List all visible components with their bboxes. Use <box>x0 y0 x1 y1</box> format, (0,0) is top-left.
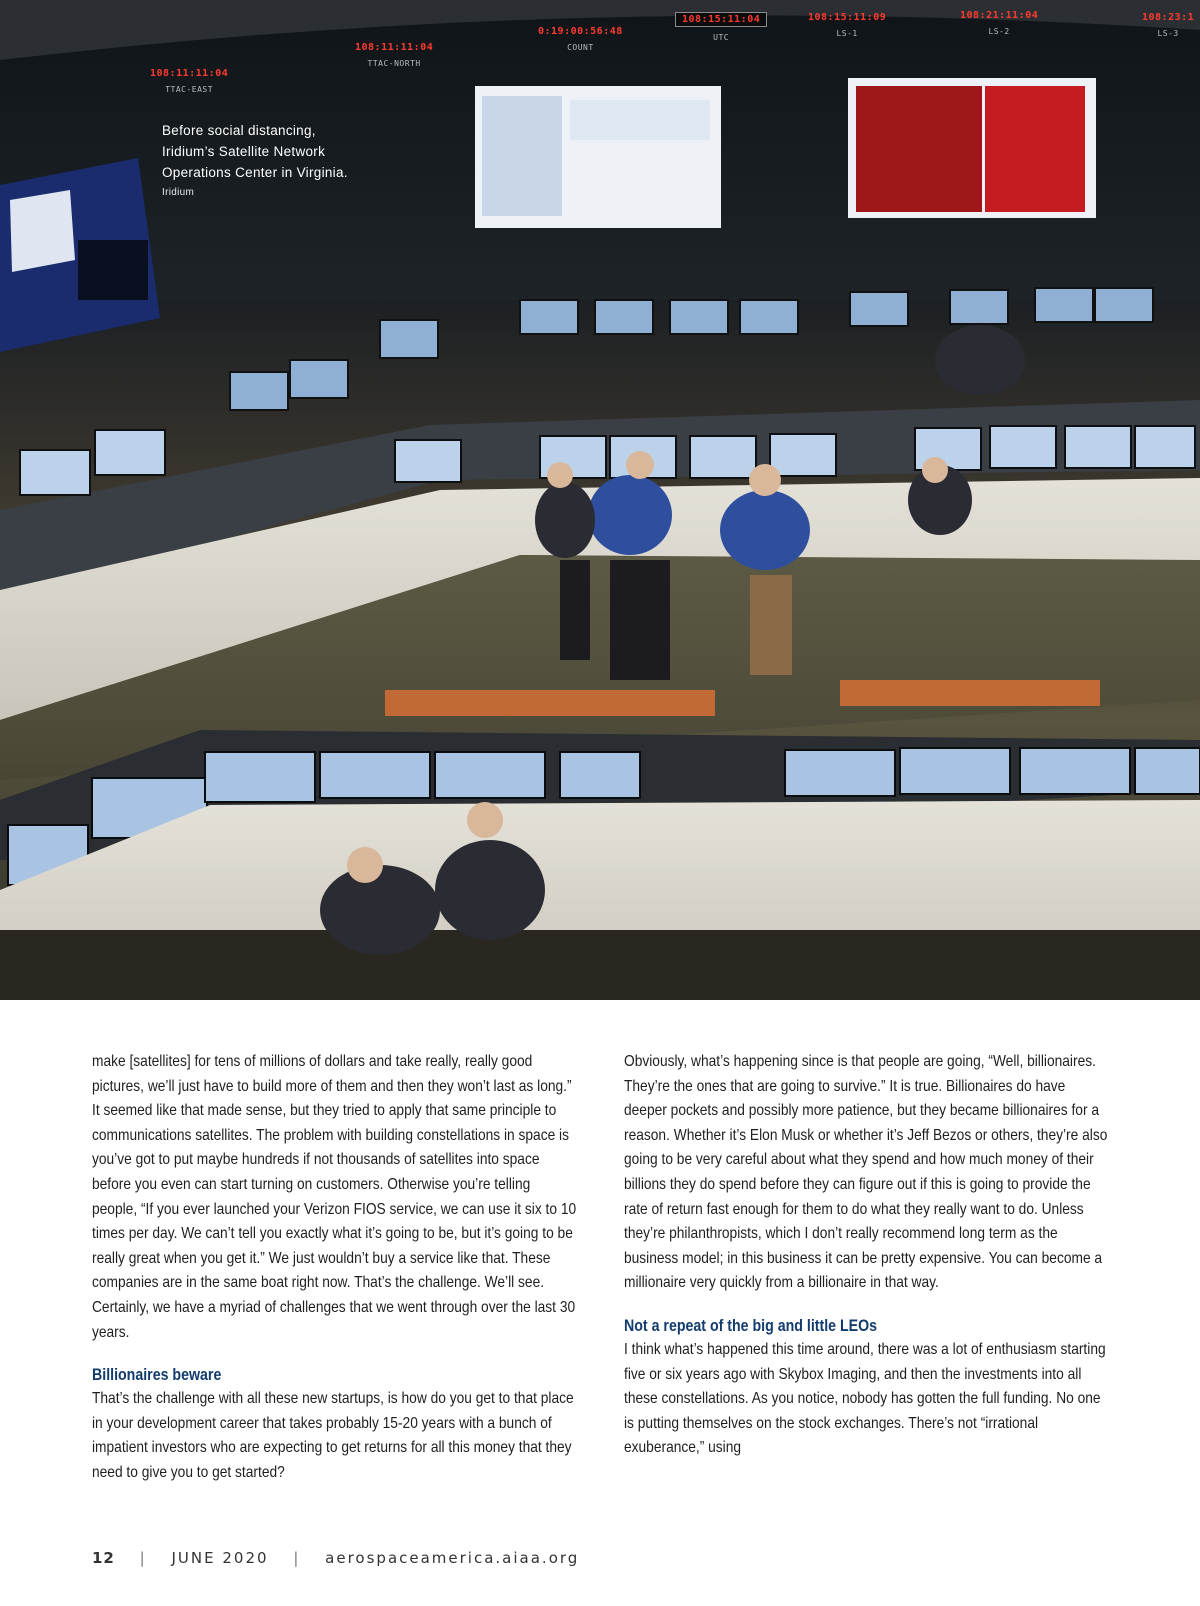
section-heading-billionaires-beware: Billionaires beware <box>92 1366 222 1385</box>
clock-label: TTAC-NORTH <box>367 59 421 68</box>
clock-value: 0:19:00:56:48 <box>538 26 623 37</box>
clock-label: LS-3 <box>1157 29 1179 38</box>
caption-text: Before social distancing, Iridium’s Satellite Network Operations Center in Virginia. <box>162 123 348 180</box>
website-link[interactable]: aerospaceamerica.aiaa.org <box>325 1549 580 1567</box>
body-paragraph: make [satellites] for tens of millions of dollars and take really, really good pictures, we’ll just have to build more of them and then they won’t last as long.” It seemed like that made sense, but they tried to apply that same principle to communications satellites. The problem with building constellations in space is you’ve got to put maybe hundreds if not thousands of satellites into space before you even can start turning on customers. Otherwise you’re telling people, “If you ever launched your Verizon FIOS service, we can use it six to 10 times per day. We can’t tell you exactly what it’s going to be, but it’s going to be really great when you get it.” We just wouldn’t buy a service like that. These companies are in the same boat right now. That’s the challenge. We’ll see. Certainly, we have a myriad of challenges that we went through over the last 30 years. <box>92 1053 577 1341</box>
footer-separator: | <box>293 1549 301 1567</box>
wall-display-center <box>475 86 721 228</box>
page-number: 12 <box>92 1549 115 1567</box>
page-footer <box>92 1549 579 1567</box>
body-paragraph: That’s the challenge with all these new startups, is how do you get to that place in your development career that takes probably 15-20 years with a bunch of impatient investors who are expecting to get returns for all this money that they need to give you to get started? <box>92 1390 574 1481</box>
clock-value: 108:23:1 <box>1142 12 1195 23</box>
wall-display-right <box>848 78 1096 218</box>
body-paragraph: Obviously, what’s happening since is that people are going, “Well, billionaires. They’re the ones that are going to survive.” It is true. Billionaires do have deeper pockets and possibly more patience, but they became billionaires for a reason. Whether it’s Elon Musk or whether it’s Jeff Bezos or others, they’re also going to be very careful about what they spend and how much money of their billions they do spend before they can figure out if this is going to provide the rate of return fast enough for them to do what they really want to do. Unless they’re philanthropists, which I don’t really recommend long term as the business model; in this business it can be pretty expensive. You can become a millionaire very quickly from a billionaire in that way. <box>624 1053 1108 1292</box>
clock-ttac-north <box>355 42 433 68</box>
clock-label: COUNT <box>567 43 594 52</box>
photo-caption <box>162 120 362 203</box>
clock-label: UTC <box>713 33 730 42</box>
section-heading-not-a-repeat: Not a repeat of the big and little LEOs <box>624 1316 878 1335</box>
article-column-right <box>624 1050 1164 1461</box>
clock-label: LS-2 <box>988 27 1010 36</box>
article-column-left <box>92 1050 632 1486</box>
wall-display-left <box>0 158 160 352</box>
clock-value: 108:15:11:04 <box>675 12 767 27</box>
clock-ls-1 <box>808 12 886 38</box>
footer-separator: | <box>139 1549 147 1567</box>
issue-date: JUNE 2020 <box>171 1549 269 1567</box>
body-paragraph: I think what’s happened this time around, there was a lot of enthusiasm starting five or six years ago with Skybox Imaging, and then the investments into all these constellations. As you notice, nobody has gotten the full funding. No one is putting themselves on the stock exchanges. There’s not “irrational exuberance,” using <box>624 1340 1106 1457</box>
clock-count <box>538 26 623 52</box>
clock-ttac-east <box>150 68 228 94</box>
clock-ls-2 <box>960 10 1038 36</box>
clock-value: 108:21:11:04 <box>960 10 1039 21</box>
photo-credit: Iridium <box>162 187 195 198</box>
clock-ls-3 <box>1142 12 1194 38</box>
clock-value: 108:11:11:04 <box>150 68 229 79</box>
clock-label: LS-1 <box>836 29 858 38</box>
clock-utc <box>675 12 767 42</box>
clock-value: 108:15:11:09 <box>808 12 887 23</box>
clock-label: TTAC-EAST <box>165 85 214 94</box>
clock-value: 108:11:11:04 <box>355 42 434 53</box>
